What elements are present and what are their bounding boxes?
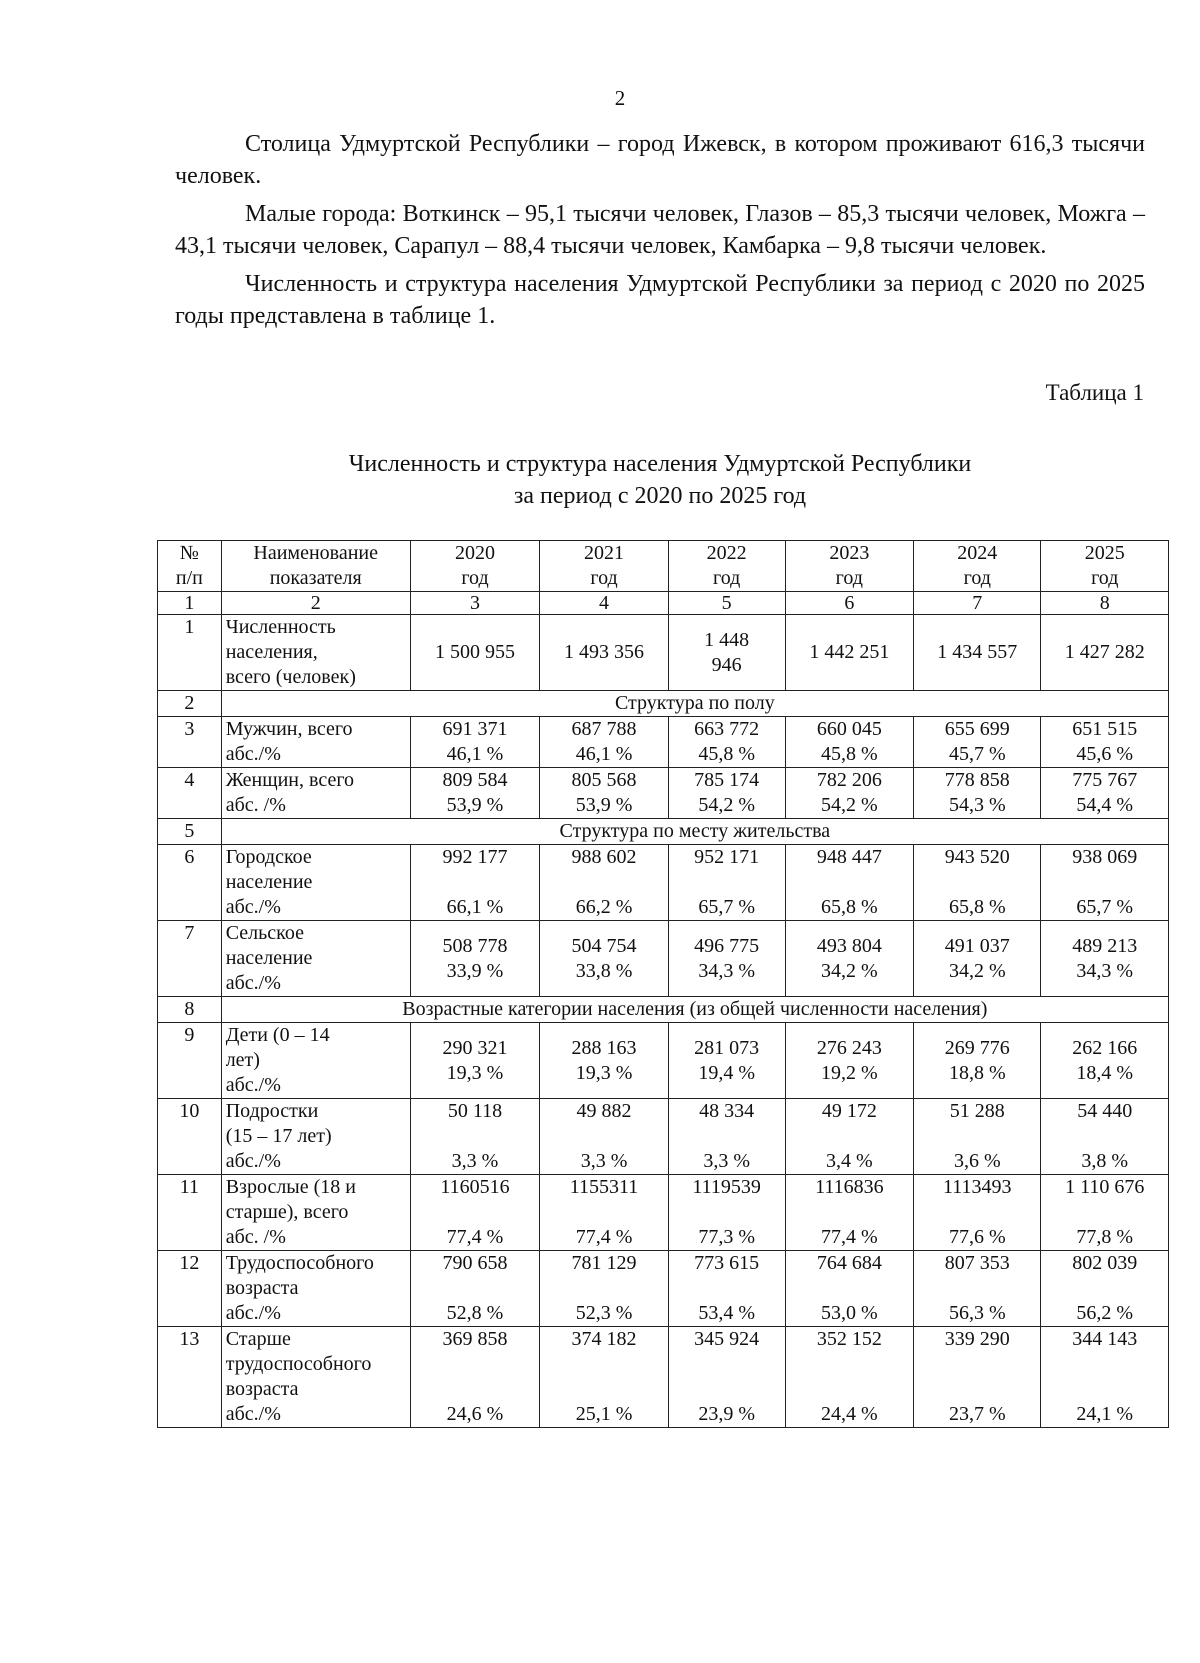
header-cell-line: 2020 xyxy=(455,542,495,564)
value-line: 51 288 xyxy=(949,1100,1005,1122)
indicator-name-line: населения, xyxy=(225,641,318,663)
value-line: 290 321 xyxy=(442,1036,508,1059)
value-line: 3,3 % xyxy=(703,1150,750,1172)
value-line: 46,1 % xyxy=(575,743,633,765)
paragraph-table-intro: Численность и структура населения Удмуртской Республики за период с 2020 по 2025 годы представлена в таблице 1. xyxy=(175,271,1145,329)
indicator-name-line: старше), всего xyxy=(225,1201,349,1223)
value-line: 56,3 % xyxy=(948,1302,1006,1324)
value-cell xyxy=(914,717,1041,768)
value-line: 23,9 % xyxy=(698,1403,755,1425)
table-body xyxy=(158,615,1169,1428)
table-row xyxy=(158,921,1169,997)
value-line: 54,2 % xyxy=(820,794,878,816)
index-cell: 1 xyxy=(158,592,222,615)
body-text xyxy=(175,128,1145,338)
value-line: 23,7 % xyxy=(948,1403,1006,1425)
indicator-name-line: население xyxy=(225,947,313,969)
value-cell xyxy=(668,1327,785,1428)
value-line: 53,0 % xyxy=(820,1302,878,1324)
value-cell xyxy=(914,1175,1041,1251)
header-cell xyxy=(410,541,540,592)
value-cell xyxy=(914,1099,1041,1175)
value-line: 3,3 % xyxy=(451,1150,499,1172)
row-number-cell: 8 xyxy=(158,997,222,1023)
value-line: 504 754 xyxy=(571,934,637,957)
value-line: 18,8 % xyxy=(948,1061,1006,1084)
value-line: 65,7 % xyxy=(698,896,755,918)
value-line: 33,9 % xyxy=(446,959,504,982)
value-line: 809 584 xyxy=(442,769,508,791)
indicator-name-line: Трудоспособного xyxy=(225,1252,374,1274)
index-cell: 6 xyxy=(785,592,913,615)
value-line: 1 442 251 xyxy=(809,641,890,663)
indicator-name-cell xyxy=(221,1251,410,1327)
value-cell xyxy=(410,1175,540,1251)
value-cell xyxy=(785,717,913,768)
value-line: 992 177 xyxy=(442,846,508,868)
value-line: 24,6 % xyxy=(446,1403,504,1425)
value-cell xyxy=(1041,845,1169,921)
section-row xyxy=(158,819,1169,845)
table-title-line: за период с 2020 по 2025 год xyxy=(513,483,807,509)
value-cell xyxy=(914,1023,1041,1099)
value-line: 660 045 xyxy=(816,718,882,740)
value-cell xyxy=(668,921,785,997)
indicator-name-line: абс./% xyxy=(225,1150,281,1172)
value-line: 773 615 xyxy=(694,1252,760,1274)
value-line: 339 290 xyxy=(944,1328,1010,1350)
table-title-line: Численность и структура населения Удмуртской Республики xyxy=(348,451,972,477)
indicator-name-line: Женщин, всего xyxy=(225,769,355,791)
index-cell: 7 xyxy=(914,592,1041,615)
value-cell xyxy=(410,1023,540,1099)
indicator-name-cell xyxy=(221,717,410,768)
indicator-name-line: Старше xyxy=(225,1328,291,1350)
header-cell-line: год xyxy=(963,567,991,589)
value-line: 952 171 xyxy=(694,846,760,868)
value-line: 45,6 % xyxy=(1076,743,1134,765)
row-number-cell: 13 xyxy=(158,1327,222,1428)
value-line: 1 493 356 xyxy=(564,641,645,663)
header-cell-line: год xyxy=(590,567,618,589)
value-cell xyxy=(914,768,1041,819)
table-header-row xyxy=(158,541,1169,592)
value-line: 77,8 % xyxy=(1076,1226,1134,1248)
value-cell xyxy=(1041,1327,1169,1428)
indicator-name-line: население xyxy=(225,871,313,893)
value-cell xyxy=(1041,1251,1169,1327)
indicator-name-line: всего (человек) xyxy=(225,666,356,688)
value-line: 18,4 % xyxy=(1076,1061,1134,1084)
value-line: 19,3 % xyxy=(575,1061,633,1084)
section-row xyxy=(158,997,1169,1023)
value-line: 785 174 xyxy=(694,769,760,791)
header-cell-line: 2022 xyxy=(706,542,747,564)
value-cell xyxy=(785,1175,913,1251)
value-cell xyxy=(668,1099,785,1175)
value-line: 24,4 % xyxy=(820,1403,878,1425)
value-cell xyxy=(1041,1023,1169,1099)
row-number-cell: 12 xyxy=(158,1251,222,1327)
value-line: 77,4 % xyxy=(820,1226,878,1248)
indicator-name-line: возраста xyxy=(225,1378,299,1400)
value-line: 943 520 xyxy=(944,846,1010,868)
section-label-cell: Структура по месту жительства xyxy=(221,819,1168,845)
value-cell xyxy=(668,615,785,691)
value-cell xyxy=(410,615,540,691)
header-cell xyxy=(785,541,913,592)
value-cell xyxy=(914,1251,1041,1327)
indicator-name-line: Взрослые (18 и xyxy=(225,1176,356,1198)
value-line: 946 xyxy=(711,653,742,676)
value-line: 66,1 % xyxy=(446,896,504,918)
indicator-name-cell xyxy=(221,921,410,997)
header-cell xyxy=(914,541,1041,592)
value-cell xyxy=(785,921,913,997)
value-line: 288 163 xyxy=(571,1036,637,1059)
value-line: 345 924 xyxy=(694,1328,760,1350)
value-cell xyxy=(668,1023,785,1099)
value-cell xyxy=(785,768,913,819)
indicator-name-line: трудоспособного xyxy=(225,1353,372,1375)
index-cell: 3 xyxy=(410,592,540,615)
value-line: 77,6 % xyxy=(948,1226,1006,1248)
index-cell: 8 xyxy=(1041,592,1169,615)
header-cell-line: Наименование xyxy=(253,542,379,564)
value-cell xyxy=(668,768,785,819)
value-line: 19,3 % xyxy=(446,1061,504,1084)
value-line: 48 334 xyxy=(699,1100,755,1122)
header-cell xyxy=(668,541,785,592)
indicator-name-line: абс./% xyxy=(225,1302,281,1324)
value-line: 948 447 xyxy=(816,846,882,868)
row-number-cell: 4 xyxy=(158,768,222,819)
value-line: 3,6 % xyxy=(953,1150,1001,1172)
header-cell xyxy=(540,541,668,592)
value-line: 66,2 % xyxy=(575,896,633,918)
value-cell xyxy=(540,717,668,768)
value-line: 3,4 % xyxy=(825,1150,873,1172)
value-line: 3,3 % xyxy=(580,1150,628,1172)
value-line: 281 073 xyxy=(694,1036,760,1059)
value-cell xyxy=(410,1327,540,1428)
value-line: 34,3 % xyxy=(1076,959,1134,982)
value-cell xyxy=(410,1251,540,1327)
page-number: 2 xyxy=(614,86,626,110)
value-cell xyxy=(1041,717,1169,768)
value-line: 34,3 % xyxy=(698,959,755,982)
value-cell xyxy=(785,1251,913,1327)
value-line: 807 353 xyxy=(944,1252,1010,1274)
value-line: 781 129 xyxy=(571,1252,637,1274)
value-line: 45,8 % xyxy=(698,743,755,765)
table-index-row xyxy=(158,592,1169,615)
value-cell xyxy=(410,1099,540,1175)
header-cell-line: п/п xyxy=(175,567,203,589)
value-cell xyxy=(1041,921,1169,997)
table-row xyxy=(158,1099,1169,1175)
value-line: 344 143 xyxy=(1072,1328,1138,1350)
indicator-name-cell xyxy=(221,845,410,921)
value-line: 1113493 xyxy=(943,1176,1012,1198)
indicator-name-cell xyxy=(221,1327,410,1428)
table-row xyxy=(158,615,1169,691)
value-line: 1 434 557 xyxy=(937,641,1018,663)
value-line: 65,8 % xyxy=(820,896,878,918)
indicator-name-line: абс./% xyxy=(225,1403,281,1425)
value-cell xyxy=(914,921,1041,997)
indicator-name-line: абс. /% xyxy=(225,1226,286,1248)
value-cell xyxy=(410,717,540,768)
indicator-name-line: лет) xyxy=(225,1049,260,1071)
indicator-name-cell xyxy=(221,1175,410,1251)
value-line: 655 699 xyxy=(944,718,1010,740)
table-title xyxy=(175,448,1145,512)
value-line: 53,4 % xyxy=(698,1302,755,1324)
value-line: 489 213 xyxy=(1072,934,1138,957)
indicator-name-line: Подростки xyxy=(225,1100,319,1122)
index-cell: 5 xyxy=(668,592,785,615)
value-line: 276 243 xyxy=(816,1036,882,1059)
row-number-cell: 10 xyxy=(158,1099,222,1175)
indicator-name-line: Численность xyxy=(225,616,336,638)
value-cell xyxy=(540,921,668,997)
value-line: 651 515 xyxy=(1072,718,1138,740)
value-cell xyxy=(1041,768,1169,819)
value-line: 691 371 xyxy=(442,718,508,740)
header-cell xyxy=(1041,541,1169,592)
value-line: 1 427 282 xyxy=(1064,641,1145,663)
value-line: 782 206 xyxy=(816,769,882,791)
table-row xyxy=(158,1327,1169,1428)
value-cell xyxy=(1041,615,1169,691)
value-line: 352 152 xyxy=(816,1328,882,1350)
table-row xyxy=(158,845,1169,921)
value-cell xyxy=(410,921,540,997)
header-cell-line: год xyxy=(461,567,489,589)
value-line: 1160516 xyxy=(440,1176,510,1198)
value-line: 508 778 xyxy=(442,934,508,957)
index-cell: 2 xyxy=(221,592,410,615)
value-line: 53,9 % xyxy=(446,794,504,816)
value-line: 50 118 xyxy=(447,1100,503,1122)
value-line: 778 858 xyxy=(944,769,1010,791)
value-cell xyxy=(1041,1175,1169,1251)
value-line: 491 037 xyxy=(944,934,1010,957)
indicator-name-line: Городское xyxy=(225,846,312,868)
value-line: 46,1 % xyxy=(446,743,504,765)
value-cell xyxy=(668,717,785,768)
header-cell-line: 2021 xyxy=(584,542,625,564)
value-line: 687 788 xyxy=(571,718,637,740)
value-cell xyxy=(914,845,1041,921)
value-line: 49 882 xyxy=(576,1100,632,1122)
value-line: 53,9 % xyxy=(575,794,633,816)
value-cell xyxy=(540,1023,668,1099)
value-line: 24,1 % xyxy=(1076,1403,1134,1425)
value-cell xyxy=(540,1251,668,1327)
value-cell xyxy=(785,845,913,921)
value-cell xyxy=(410,845,540,921)
paragraph-small-towns: Малые города: Воткинск – 95,1 тысячи человек, Глазов – 85,3 тысячи человек, Можга – 43,1 тысячи человек, Сарапул – 88,4 тысячи человек, Камбарка – 9,8 тысячи человек. xyxy=(175,201,1145,259)
indicator-name-line: Сельское xyxy=(225,922,304,944)
value-line: 56,2 % xyxy=(1076,1302,1134,1324)
row-number-cell: 5 xyxy=(158,819,222,845)
value-cell xyxy=(540,1175,668,1251)
table-label: Таблица 1 xyxy=(1045,380,1144,405)
row-number-cell: 1 xyxy=(158,615,222,691)
value-line: 25,1 % xyxy=(575,1403,633,1425)
value-cell xyxy=(668,845,785,921)
value-line: 1119539 xyxy=(692,1176,761,1198)
value-line: 493 804 xyxy=(816,934,882,957)
value-line: 45,7 % xyxy=(948,743,1006,765)
indicator-name-line: Дети (0 – 14 xyxy=(225,1024,330,1046)
value-cell xyxy=(540,845,668,921)
value-line: 19,2 % xyxy=(820,1061,878,1084)
value-cell xyxy=(668,1175,785,1251)
value-line: 369 858 xyxy=(442,1328,508,1350)
value-cell xyxy=(785,1023,913,1099)
value-cell xyxy=(785,615,913,691)
value-line: 764 684 xyxy=(816,1252,882,1274)
population-table xyxy=(157,540,1169,1428)
header-cell-line: 2023 xyxy=(829,542,870,564)
row-number-cell: 2 xyxy=(158,691,222,717)
value-line: 77,3 % xyxy=(698,1226,755,1248)
section-label-cell: Структура по полу xyxy=(221,691,1168,717)
header-cell xyxy=(158,541,222,592)
table-row xyxy=(158,717,1169,768)
value-line: 33,8 % xyxy=(575,959,633,982)
header-cell-line: № xyxy=(179,542,199,564)
index-cell: 4 xyxy=(540,592,668,615)
value-cell xyxy=(540,768,668,819)
value-line: 262 166 xyxy=(1072,1036,1138,1059)
value-line: 54,4 % xyxy=(1076,794,1134,816)
paragraph-capital: Столица Удмуртской Республики – город Ижевск, в котором проживают 616,3 тысячи человек. xyxy=(175,131,1145,189)
value-cell xyxy=(540,1099,668,1175)
value-line: 52,3 % xyxy=(575,1302,633,1324)
value-line: 1155311 xyxy=(569,1176,639,1198)
value-cell xyxy=(914,1327,1041,1428)
value-cell xyxy=(540,1327,668,1428)
value-line: 52,8 % xyxy=(446,1302,504,1324)
value-line: 34,2 % xyxy=(820,959,878,982)
header-cell-line: показателя xyxy=(269,567,362,589)
header-cell-line: 2025 xyxy=(1084,542,1125,564)
indicator-name-line: Мужчин, всего xyxy=(225,718,353,740)
table-row xyxy=(158,1023,1169,1099)
row-number-cell: 3 xyxy=(158,717,222,768)
value-line: 1 500 955 xyxy=(435,641,515,663)
table-row xyxy=(158,1175,1169,1251)
value-cell xyxy=(410,768,540,819)
section-label-cell: Возрастные категории населения (из общей численности населения) xyxy=(221,997,1168,1023)
value-line: 805 568 xyxy=(571,769,637,791)
indicator-name-line: абс. /% xyxy=(225,794,286,816)
indicator-name-cell xyxy=(221,768,410,819)
indicator-name-line: возраста xyxy=(225,1277,299,1299)
section-row xyxy=(158,691,1169,717)
indicator-name-line: абс./% xyxy=(225,896,281,918)
indicator-name-line: абс./% xyxy=(225,743,281,765)
value-line: 1 110 676 xyxy=(1065,1176,1145,1198)
value-line: 938 069 xyxy=(1072,846,1138,868)
value-line: 988 602 xyxy=(571,846,637,868)
value-cell xyxy=(785,1099,913,1175)
indicator-name-line: абс./% xyxy=(225,1074,281,1096)
row-number-cell: 6 xyxy=(158,845,222,921)
indicator-name-line: абс./% xyxy=(225,972,281,994)
header-cell-line: год xyxy=(713,567,741,589)
header-cell xyxy=(221,541,410,592)
row-number-cell: 11 xyxy=(158,1175,222,1251)
value-line: 496 775 xyxy=(694,934,760,957)
table-row xyxy=(158,1251,1169,1327)
indicator-name-cell xyxy=(221,615,410,691)
value-line: 34,2 % xyxy=(948,959,1006,982)
value-line: 663 772 xyxy=(694,718,760,740)
value-cell xyxy=(785,1327,913,1428)
value-cell xyxy=(1041,1099,1169,1175)
value-line: 19,4 % xyxy=(698,1061,755,1084)
table-row xyxy=(158,768,1169,819)
value-line: 54 440 xyxy=(1077,1100,1133,1122)
value-line: 54,2 % xyxy=(698,794,755,816)
header-cell-line: год xyxy=(835,567,863,589)
indicator-name-cell xyxy=(221,1023,410,1099)
value-line: 77,4 % xyxy=(446,1226,504,1248)
indicator-name-cell xyxy=(221,1099,410,1175)
value-line: 65,7 % xyxy=(1076,896,1134,918)
value-line: 77,4 % xyxy=(575,1226,633,1248)
value-line: 269 776 xyxy=(944,1036,1010,1059)
value-line: 1116836 xyxy=(815,1176,884,1198)
value-line: 374 182 xyxy=(571,1328,637,1350)
row-number-cell: 7 xyxy=(158,921,222,997)
indicator-name-line: (15 – 17 лет) xyxy=(225,1125,332,1147)
header-cell-line: 2024 xyxy=(957,542,998,564)
row-number-cell: 9 xyxy=(158,1023,222,1099)
value-line: 49 172 xyxy=(821,1100,877,1122)
value-cell xyxy=(914,615,1041,691)
value-line: 802 039 xyxy=(1072,1252,1138,1274)
value-cell xyxy=(540,615,668,691)
value-cell xyxy=(668,1251,785,1327)
value-line: 790 658 xyxy=(442,1252,508,1274)
header-cell-line: год xyxy=(1091,567,1119,589)
value-line: 65,8 % xyxy=(948,896,1006,918)
value-line: 45,8 % xyxy=(820,743,878,765)
value-line: 775 767 xyxy=(1072,769,1138,791)
value-line: 1 448 xyxy=(704,628,750,651)
value-line: 3,8 % xyxy=(1081,1150,1129,1172)
value-line: 54,3 % xyxy=(948,794,1006,816)
